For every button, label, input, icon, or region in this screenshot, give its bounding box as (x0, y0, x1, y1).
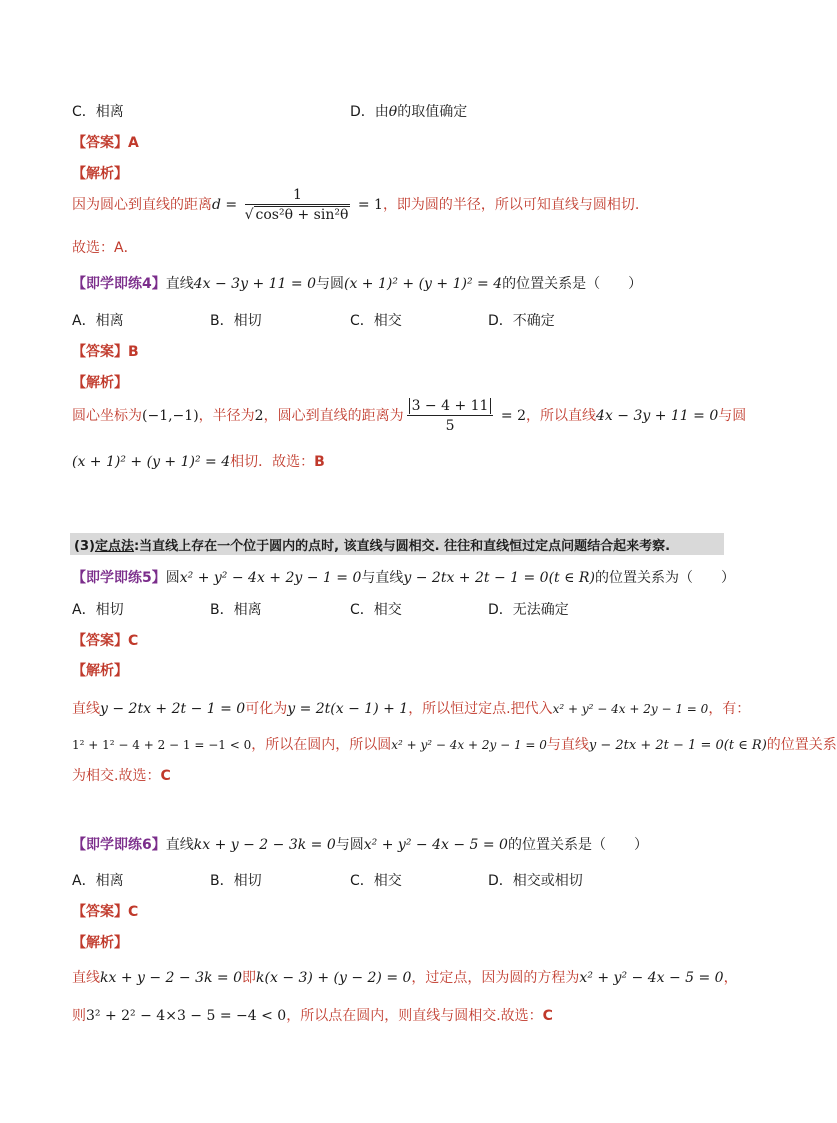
q5-option-c: C．相交 (350, 602, 402, 618)
q3-explanation (72, 187, 639, 223)
q4-frac-den: 5 (445, 418, 455, 434)
q5-label: 【即学即练5】 (72, 570, 166, 586)
q5-analysis-label: 【解析】 (72, 663, 128, 679)
q4-exp1-d: ，圆心到直线的距离为 (263, 408, 404, 424)
q4-pre: 直线 (165, 276, 194, 292)
q6-line-eq: kx + y − 2 − 3k = 0 (193, 837, 336, 853)
q6-question (72, 834, 648, 854)
q4-eq2: = 2 (496, 408, 527, 424)
q6-pre: 直线 (165, 837, 194, 853)
q4-analysis-label: 【解析】 (72, 375, 128, 391)
q4-distance-fraction (407, 398, 494, 434)
q4-post: 的位置关系是（ ） (502, 276, 643, 292)
q6-l1-pre: 直线 (72, 970, 100, 986)
q5-explanation-1 (72, 698, 750, 718)
q6-l1-mid: 即 (242, 970, 257, 986)
answer-label: 【答案】 (72, 633, 128, 649)
q6-l1-post: ， (723, 970, 738, 986)
q4-exp1-r: ，半径为 (198, 408, 255, 424)
q5-question (72, 567, 735, 587)
q4-question (72, 273, 642, 293)
q3-option-d-theta: θ (388, 104, 398, 120)
q5-l3-ans: C (160, 768, 171, 784)
q4-option-d: D．不确定 (488, 313, 555, 329)
q4-option-a: A．相离 (72, 313, 124, 329)
q5-option-d: D．无法确定 (488, 602, 569, 618)
answer-value: C (128, 904, 139, 920)
answer-label: 【答案】 (72, 135, 128, 151)
answer-label: 【答案】 (72, 904, 128, 920)
q3-exp-pre: 因为圆心到直线的距离 (72, 197, 212, 213)
q6-circle-eq: x² + y² − 4x − 5 = 0 (363, 837, 508, 853)
method-label: (3) (74, 539, 95, 554)
q4-mid: 与圆 (315, 276, 344, 292)
q3-analysis-label: 【解析】 (72, 166, 128, 182)
q5-pre: 圆 (165, 570, 180, 586)
q5-l3: 为相交.故选： (72, 768, 161, 784)
q5-explanation-3 (72, 765, 171, 785)
q6-l1-eq2: k(x − 3) + (y − 2) = 0 (256, 970, 412, 986)
q4-circle-eq2: (x + 1)² + (y + 1)² = 4 (72, 454, 231, 470)
q4-circle-eq: (x + 1)² + (y + 1)² = 4 (343, 276, 503, 292)
q3-frac-num: 1 (245, 187, 351, 205)
q3-exp-eq1: = 1 (353, 197, 383, 213)
q4-option-b: B．相切 (210, 313, 262, 329)
q5-post: 的位置关系为（ ） (594, 570, 735, 586)
q5-mid: 与直线 (361, 570, 404, 586)
q3-frac-den-rad: cos²θ + sin²θ (255, 207, 349, 223)
q6-option-b: B．相切 (210, 873, 262, 889)
q5-l2-mid2: 与直线 (546, 737, 589, 753)
q5-l2-mid: ，所以在圆内，所以圆 (251, 737, 392, 753)
q5-line-eq: y − 2tx + 2t − 1 = 0(t ∈ R) (403, 570, 595, 586)
q4-exp1-pre: 圆心坐标为 (72, 408, 142, 424)
q3-option-d-post: 的取值确定 (397, 104, 468, 120)
method-heading (74, 535, 670, 554)
q5-l2-eq2: x² + y² − 4x + 2y − 1 = 0 (391, 738, 547, 752)
q6-l2-eq: 3² + 2² − 4×3 − 5 = −4 < 0 (86, 1008, 287, 1024)
q3-exp-eq: = (220, 197, 242, 213)
q4-frac-num (407, 398, 494, 416)
q4-frac-num-abs: 3 − 4 + 11 (409, 398, 492, 414)
q4-exp1-post: ，所以直线 (526, 408, 597, 424)
q6-mid: 与圆 (335, 837, 364, 853)
q5-l2-eq: 1² + 1² − 4 + 2 − 1 = −1 < 0 (72, 738, 252, 752)
q6-l1-eq3: x² + y² − 4x − 5 = 0 (579, 970, 724, 986)
q3-frac-den: √ cos²θ + sin²θ (244, 207, 349, 223)
q4-center: (−1,−1) (142, 408, 199, 424)
q6-label: 【即学即练6】 (72, 837, 166, 853)
q6-explanation-2 (72, 1005, 553, 1025)
answer-value: A (128, 135, 139, 151)
q3-select: 故选：A． (72, 240, 138, 256)
q4-explanation-2 (72, 451, 325, 471)
q4-radius: 2 (254, 408, 264, 424)
q3-exp-d: d (212, 197, 221, 213)
q5-circle-eq: x² + y² − 4x + 2y − 1 = 0 (179, 570, 362, 586)
q6-l1-mid2: ，过定点，因为圆的方程为 (411, 970, 580, 986)
q4-exp1-end: 与圆 (718, 408, 747, 424)
q5-l1-mid2: ，所以恒过定点.把代入 (408, 701, 553, 717)
q6-l2-ans: C (542, 1008, 553, 1024)
q4-option-c: C．相交 (350, 313, 402, 329)
q6-l2-post: ，所以点在圆内，则直线与圆相交.故选： (286, 1008, 543, 1024)
q5-answer (72, 630, 138, 650)
q5-l1-pre: 直线 (72, 701, 100, 717)
q6-explanation-1 (72, 967, 738, 987)
q3-option-c: C．相离 (72, 104, 124, 120)
q6-post: 的位置关系是（ ） (507, 837, 648, 853)
q4-exp2-ans: B (314, 454, 325, 470)
q5-l1-eq: y − 2tx + 2t − 1 = 0 (100, 701, 246, 717)
q3-option-d-pre: D．由 (350, 104, 389, 120)
q6-option-c: C．相交 (350, 873, 402, 889)
q3-exp-post: ，即为圆的半径，所以可知直线与圆相切. (382, 197, 640, 213)
q4-explanation-1 (72, 398, 746, 434)
answer-value: B (128, 344, 139, 360)
q5-option-a: A．相切 (72, 602, 124, 618)
q5-l2-eq3: y − 2tx + 2t − 1 = 0(t ∈ R) (588, 738, 767, 753)
q3-answer (72, 132, 139, 152)
q5-l1-post: ，有： (708, 701, 751, 717)
q5-l1-eq2: y = 2t(x − 1) + 1 (287, 701, 409, 717)
q6-option-a: A．相离 (72, 873, 124, 889)
q6-l2-pre: 则 (72, 1008, 86, 1024)
q6-analysis-label: 【解析】 (72, 935, 128, 951)
q3-distance-fraction (245, 187, 351, 223)
q5-l2-post: 的位置关系 (766, 737, 837, 753)
q5-explanation-2 (72, 734, 837, 754)
q6-answer (72, 901, 138, 921)
method-name: 定点法 (94, 539, 134, 554)
answer-value: C (128, 633, 139, 649)
q4-exp2-post: 相切．故选： (230, 454, 315, 470)
q4-label: 【即学即练4】 (72, 276, 166, 292)
q4-answer (72, 341, 139, 361)
q5-l1-mid: 可化为 (245, 701, 288, 717)
q6-l1-eq: kx + y − 2 − 3k = 0 (100, 970, 243, 986)
method-text: :当直线上存在一个位于圆内的点时, 该直线与圆相交. 往往和直线恒过定点问题结合起来考察. (133, 539, 671, 554)
q4-line-eq: 4x − 3y + 11 = 0 (193, 276, 316, 292)
q4-line-eq2: 4x − 3y + 11 = 0 (596, 408, 719, 424)
q5-l1-eq3: x² + y² − 4x + 2y − 1 = 0 (552, 702, 709, 716)
answer-label: 【答案】 (72, 344, 128, 360)
q3-option-d (350, 101, 467, 121)
q5-option-b: B．相离 (210, 602, 262, 618)
q6-option-d: D．相交或相切 (488, 873, 583, 889)
